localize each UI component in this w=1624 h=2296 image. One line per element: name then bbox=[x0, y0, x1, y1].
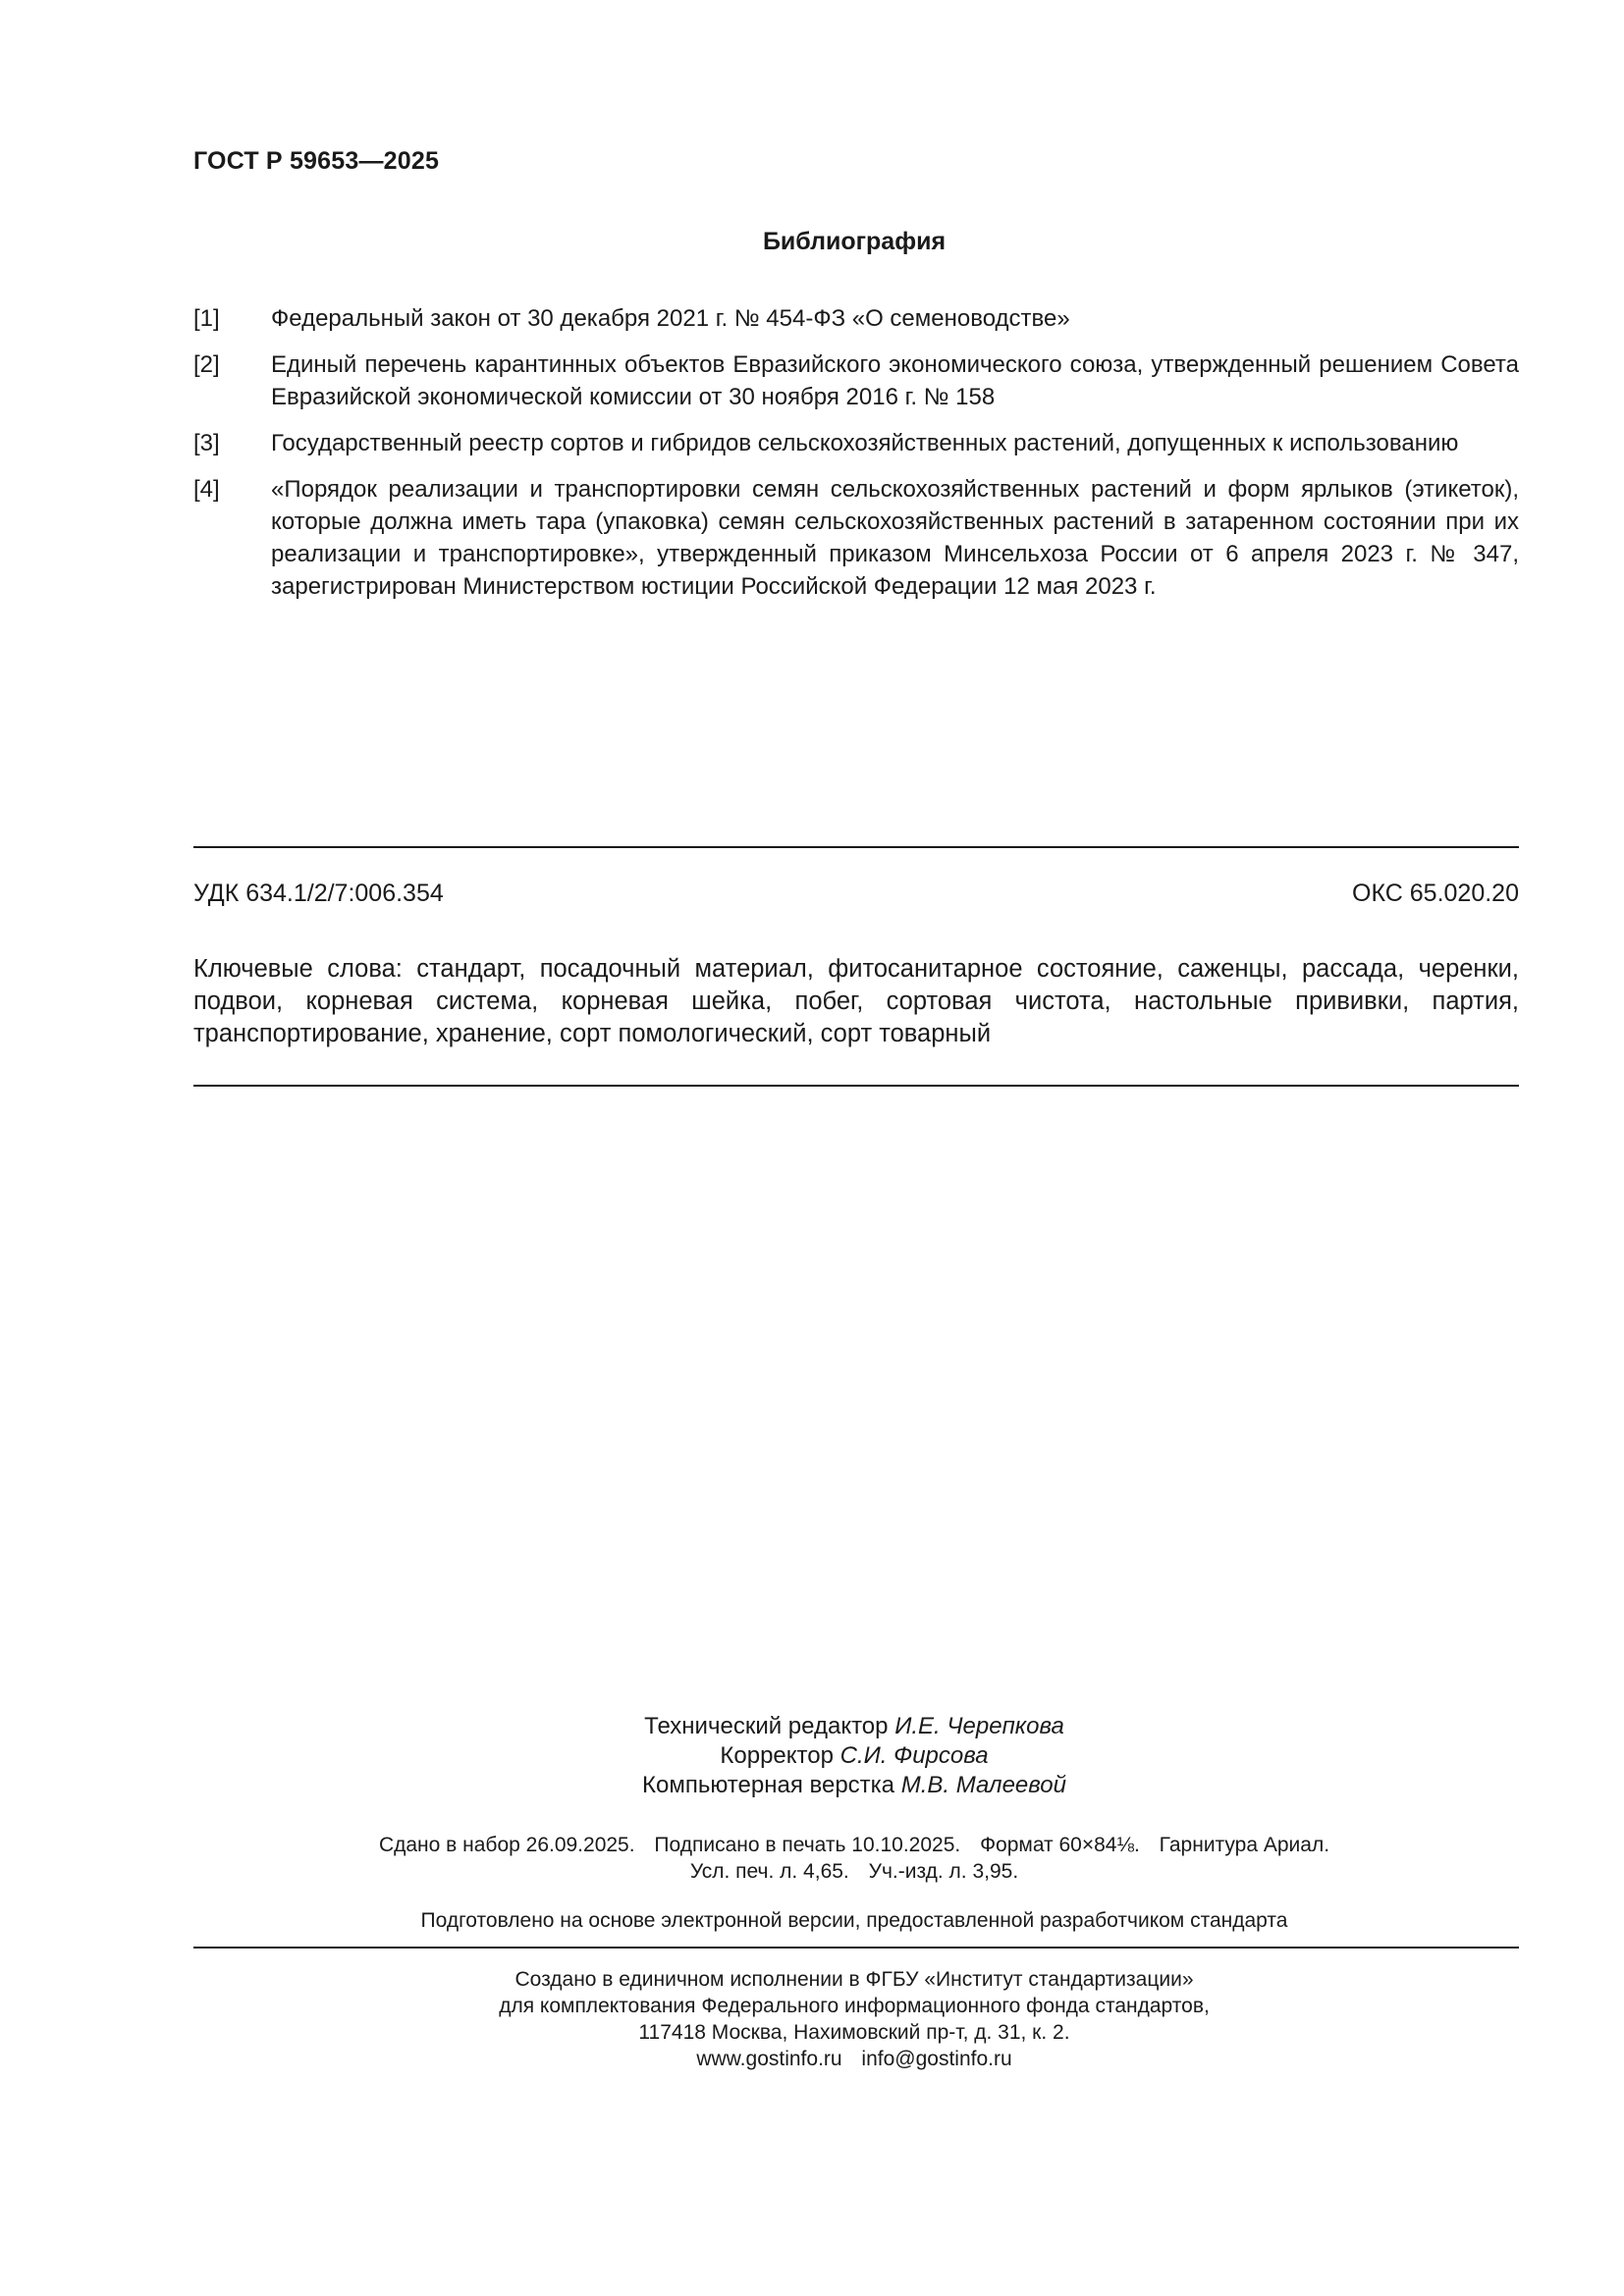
layout-label: Компьютерная верстка bbox=[642, 1772, 895, 1798]
signed-date: Подписано в печать 10.10.2025. bbox=[654, 1834, 961, 1856]
credits-block bbox=[0, 1712, 1624, 1800]
print-info-line-1 bbox=[0, 1832, 1624, 1858]
credit-layout bbox=[0, 1771, 1624, 1800]
print-sheets: Усл. печ. л. 4,65. bbox=[689, 1860, 849, 1883]
divider-top bbox=[193, 846, 1519, 848]
print-info-block bbox=[0, 1832, 1624, 1885]
keywords-paragraph: Ключевые слова: стандарт, посадочный материал, фитосанитарное состояние, саженцы, рассада, черенки, подвои, корневая система, корневая шейка, побег, сортовая чистота, настольные прививки, партия, транспортирование, хранение, сорт помологический, сорт товарный bbox=[193, 955, 1519, 1047]
oks-code: ОКС 65.020.20 bbox=[1352, 880, 1519, 907]
layout-name: М.В. Малеевой bbox=[900, 1772, 1066, 1798]
bibliography-title: Библиография bbox=[762, 228, 947, 255]
bibliography-item-text: Единый перечень карантинных объектов Евразийского экономического союза, утвержденный решением Совета Евразийской экономической комиссии от 30 ноября 2016 г. № 158 bbox=[271, 351, 1519, 410]
bibliography-item-text: Федеральный закон от 30 декабря 2021 г. № 454-ФЗ «О семеноводстве» bbox=[271, 305, 1070, 332]
publisher-block bbox=[0, 1966, 1624, 2072]
publisher-line-2: для комплектования Федерального информационного фонда стандартов, bbox=[499, 1995, 1210, 2017]
credit-corrector bbox=[0, 1741, 1624, 1771]
publisher-contacts bbox=[0, 2046, 1624, 2072]
publisher-address: 117418 Москва, Нахимовский пр-т, д. 31, к. 2. bbox=[638, 2021, 1070, 2044]
corrector-label: Корректор bbox=[720, 1742, 834, 1769]
bibliography-item bbox=[193, 427, 1519, 459]
corrector-name: С.И. Фирсова bbox=[839, 1742, 989, 1769]
print-info-line-2 bbox=[0, 1858, 1624, 1885]
bibliography-item bbox=[193, 302, 1519, 335]
bibliography-list bbox=[193, 302, 1519, 616]
bibliography-item-text: «Порядок реализации и транспортировки семян сельскохозяйственных растений и форм ярлыков (этикеток), которые должна иметь тара (упаковка) семян сельскохозяйственных растений в затаренном состоянии при их реализации и транспортировке», утвержденный приказом Минсельхоза России от 6 апреля 2023 г. № 347, зарегистрирован Министерством юстиции Российской Федерации 12 мая 2023 г. bbox=[271, 476, 1519, 600]
bibliography-item-text: Государственный реестр сортов и гибридов сельскохозяйственных растений, допущенных к использованию bbox=[271, 430, 1459, 456]
divider-middle bbox=[193, 1085, 1519, 1087]
typeface: Гарнитура Ариал. bbox=[1159, 1834, 1330, 1856]
email-link[interactable]: info@gostinfo.ru bbox=[861, 2048, 1012, 2070]
bibliography-item-number: [2] bbox=[193, 351, 220, 378]
paper-format: Формат 60×84⅛. bbox=[980, 1834, 1140, 1856]
bibliography-item bbox=[193, 348, 1519, 413]
tech-editor-name: И.Е. Черепкова bbox=[894, 1713, 1064, 1739]
divider-bottom bbox=[193, 1947, 1519, 1949]
credit-tech-editor bbox=[0, 1712, 1624, 1741]
prepared-note: Подготовлено на основе электронной версии, предоставленной разработчиком стандарта bbox=[420, 1909, 1288, 1932]
document-code: ГОСТ Р 59653—2025 bbox=[193, 147, 440, 175]
submitted-date: Сдано в набор 26.09.2025. bbox=[378, 1834, 635, 1856]
bibliography-item-number: [1] bbox=[193, 305, 220, 332]
bibliography-item-number: [4] bbox=[193, 476, 220, 503]
udk-code: УДК 634.1/2/7:006.354 bbox=[193, 880, 444, 907]
bibliography-item bbox=[193, 473, 1519, 603]
publisher-line-1: Создано в единичном исполнении в ФГБУ «Институт стандартизации» bbox=[514, 1968, 1194, 1991]
bibliography-item-number: [3] bbox=[193, 430, 220, 456]
publisher-sheets: Уч.-изд. л. 3,95. bbox=[868, 1860, 1019, 1883]
tech-editor-label: Технический редактор bbox=[644, 1713, 889, 1739]
website-link[interactable]: www.gostinfo.ru bbox=[696, 2048, 842, 2070]
